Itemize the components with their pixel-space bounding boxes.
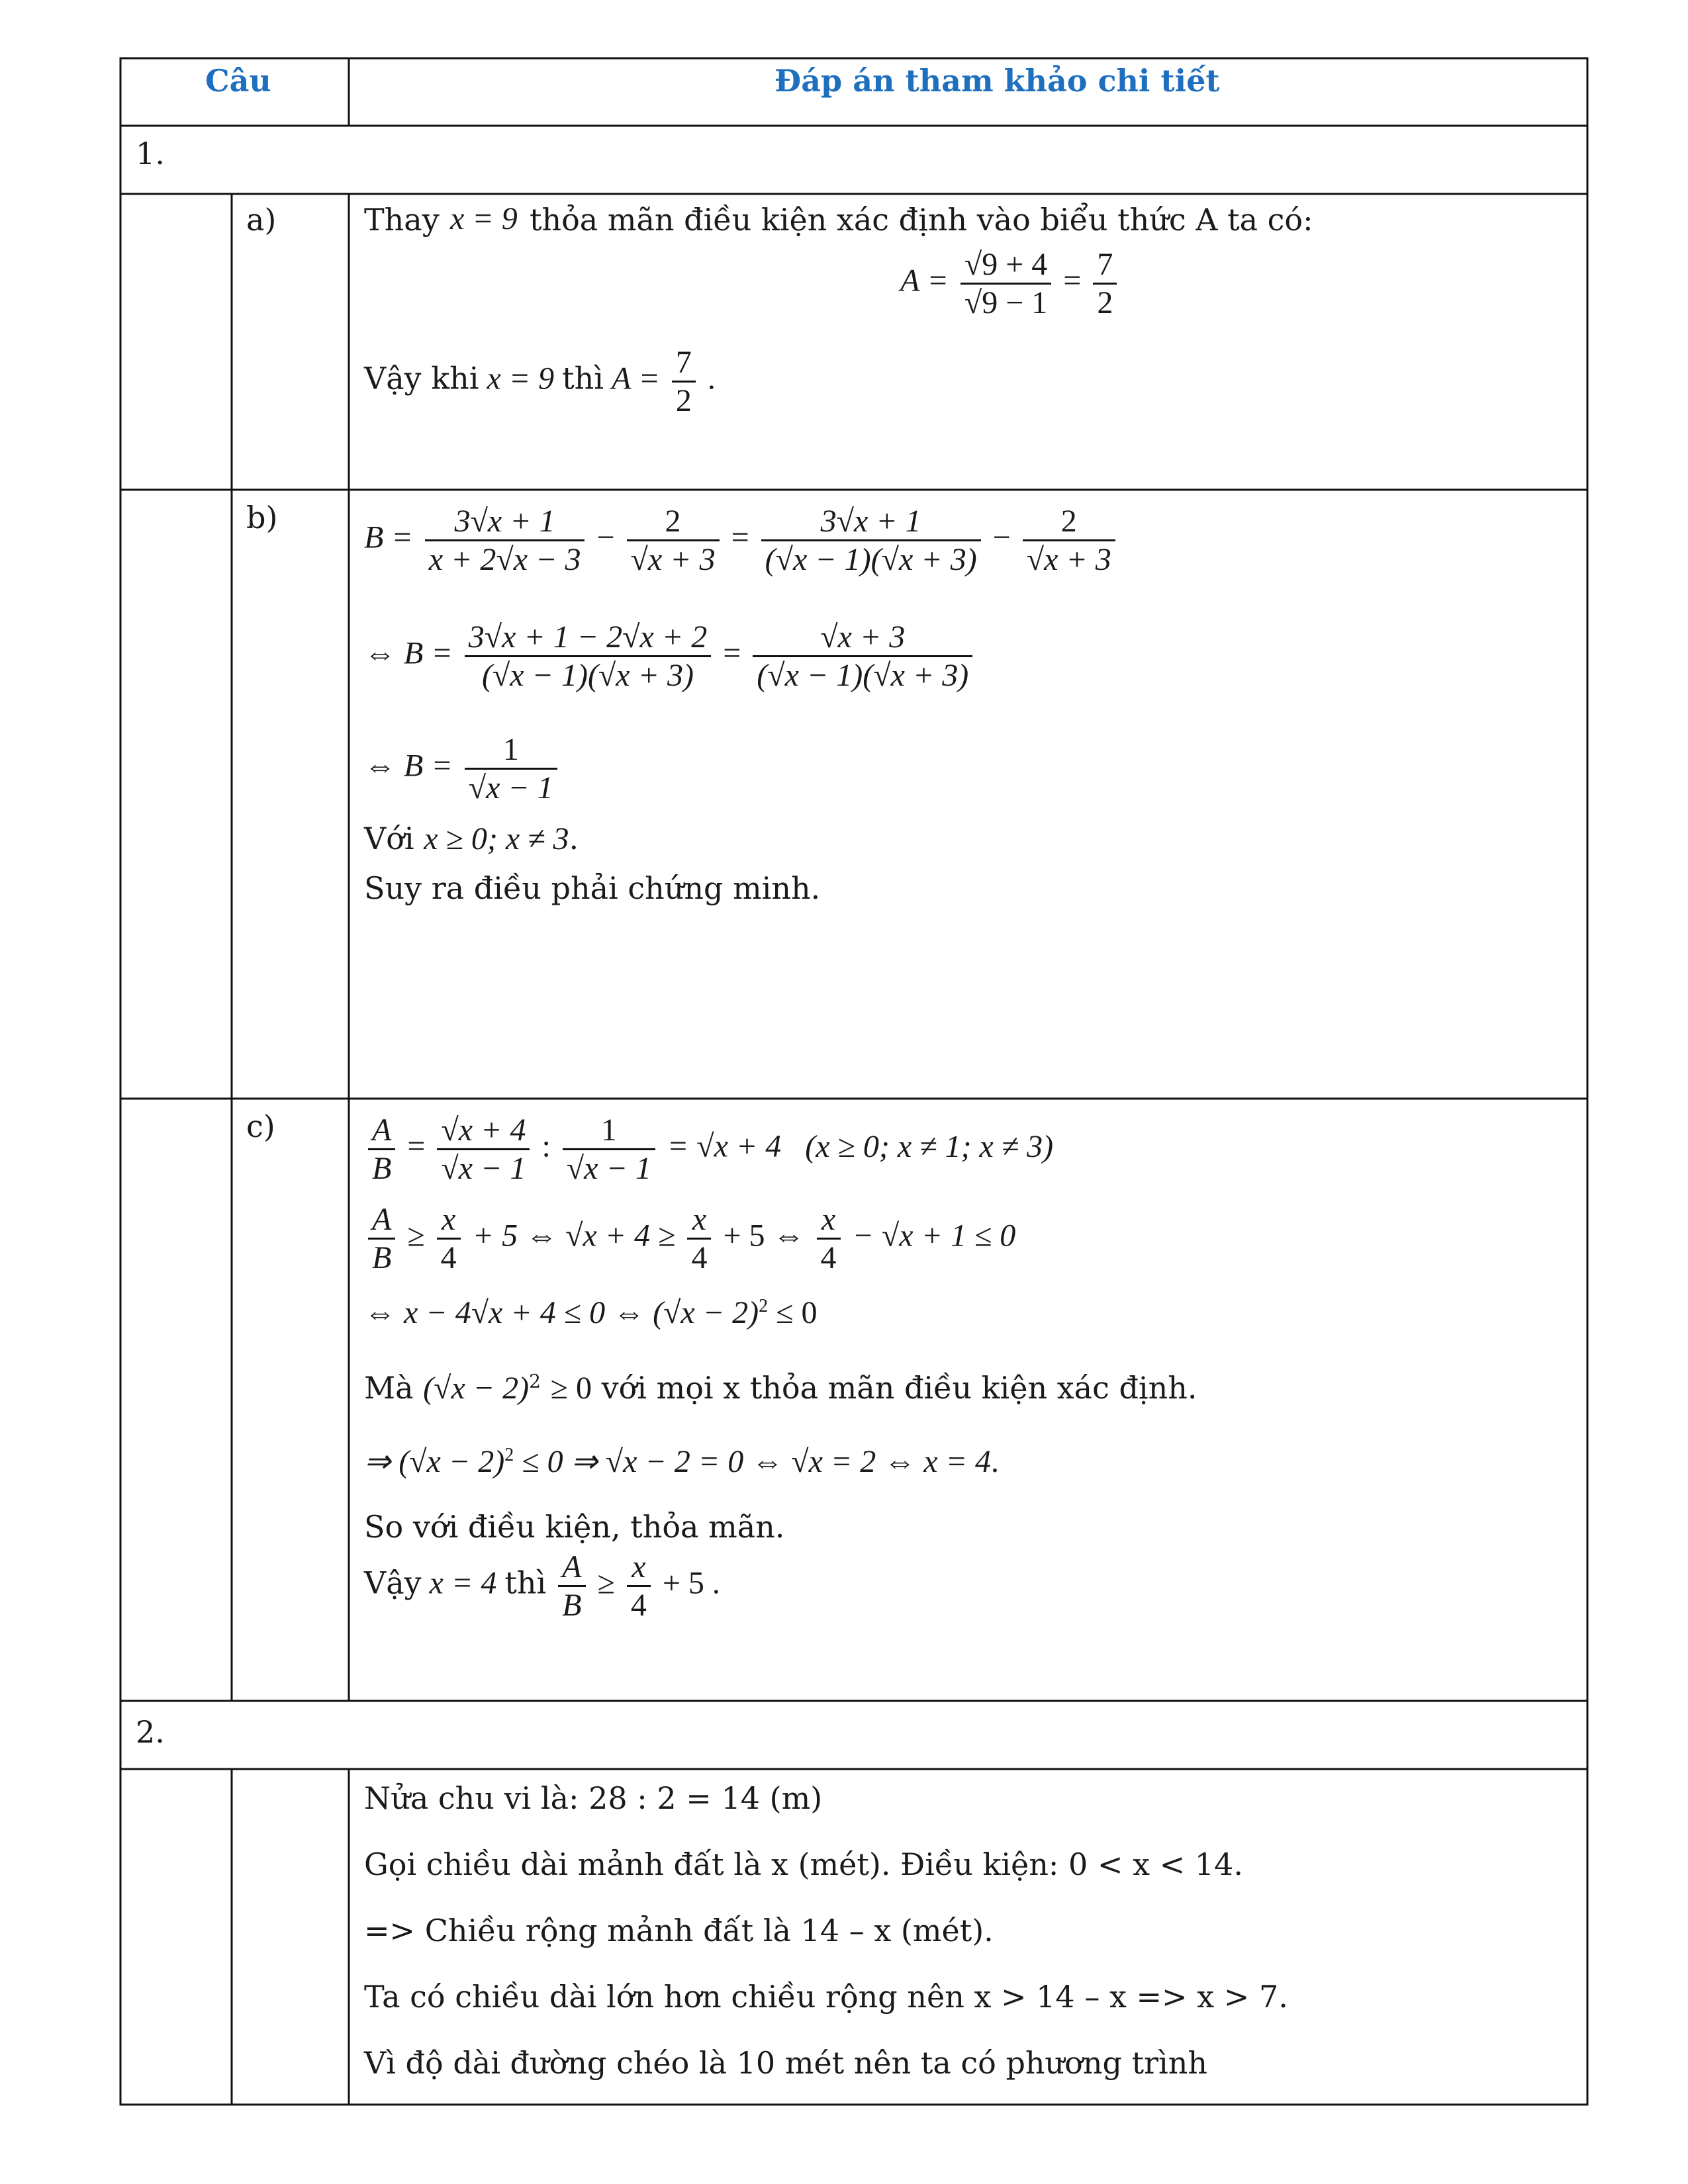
q1c-eq1: [364, 1112, 1053, 1187]
q1a-concl-x: x = 9: [487, 361, 555, 396]
q1a-line1-post: thỏa mãn điều kiện xác định vào biểu thức A ta có:: [530, 202, 1313, 238]
q1c-eq3: [364, 1297, 817, 1329]
q1c-eq2-B: B: [372, 1240, 392, 1276]
q1c-eq1-ab: [368, 1112, 395, 1187]
q1c-eq1-f1: [437, 1112, 530, 1187]
q1a-concl-den: 2: [675, 383, 692, 419]
q1b-eq1: [364, 503, 1119, 578]
q1a-concl-mid: thì: [562, 360, 604, 396]
q1b-eq3-lhs: ⇔ B =: [364, 748, 453, 784]
q1c-eq1-cond: (x ≥ 0; x ≠ 1; x ≠ 3): [805, 1128, 1054, 1164]
q1c-eq1-div: :: [541, 1128, 551, 1164]
q2-line: Gọi chiều dài mảnh đất là x (mét). Điều kiện: 0 < x < 14.: [364, 1846, 1243, 1882]
q1c-eq2-ab: [368, 1201, 395, 1276]
q1c-eq2-c: − √x + 1 ≤ 0: [852, 1218, 1016, 1253]
q1a-line1-pre: Thay: [364, 202, 440, 238]
q1b-cond: x ≥ 0; x ≠ 3: [424, 821, 569, 856]
header-cau: Câu: [205, 63, 271, 99]
q1a-eq-res: [1093, 246, 1117, 321]
q1b-eq2-f1-den: (√x − 1)(√x + 3): [481, 658, 694, 694]
q1c-ma-pre: Mà: [364, 1370, 414, 1406]
q1c-eq1-f1-num: √x + 4: [437, 1112, 530, 1150]
q1b-eq2: [364, 619, 976, 694]
header-dap-an: Đáp án tham khảo chi tiết: [774, 63, 1220, 99]
q1c-eq2: [364, 1201, 1015, 1276]
q1b-cond-end: .: [569, 821, 579, 856]
q2-line: => Chiều rộng mảnh đất là 14 – x (mét).: [364, 1913, 994, 1948]
q1a-conclusion: [364, 344, 716, 419]
q1c-eq4: [364, 1446, 999, 1478]
q1a-eq-res-num: 7: [1093, 246, 1117, 285]
q1b-eq1-f3: [761, 503, 981, 578]
q1b-eq1-f2-den: √x + 3: [630, 542, 716, 578]
q2-line: Ta có chiều dài lớn hơn chiều rộng nên x > 14 – x => x > 7.: [364, 1979, 1288, 2015]
q1c-eq2-42: 4: [691, 1240, 708, 1276]
q1a-eq-lhs: A =: [900, 263, 949, 298]
q1c-eq2-f2: [687, 1201, 711, 1276]
q1c-label: c): [246, 1109, 275, 1144]
q1c-eq4-pre: ⇒ (√x − 2): [364, 1444, 505, 1479]
q1c-eq2-ge: ≥: [407, 1218, 425, 1253]
q1-label: 1.: [136, 136, 165, 171]
q1c-eq4-sup: 2: [504, 1445, 514, 1465]
q1b-eq1-f4: [1023, 503, 1115, 578]
q1a-eq-frac: [961, 246, 1051, 321]
q1a-concl-frac: [672, 344, 696, 419]
q1b-cond-line: [364, 821, 579, 857]
q1c-concl-ge: ≥: [597, 1565, 615, 1601]
q1c-eq1-A: A: [368, 1112, 395, 1150]
q1b-eq2-lhs: ⇔ B =: [364, 635, 453, 671]
q2-line: Vì độ dài đường chéo là 10 mét nên ta có phương trình: [364, 2045, 1208, 2081]
q1c-concl-end: + 5 .: [662, 1565, 720, 1601]
q1c-eq3-end: ≤ 0: [776, 1295, 818, 1330]
q1b-eq3-f: [465, 731, 557, 806]
q1c-eq1-f2: [563, 1112, 655, 1187]
q1c-ma-sup: 2: [529, 1370, 541, 1392]
q1b-eq1-minus: −: [596, 520, 615, 555]
q1b-eq1-minus2: −: [992, 520, 1011, 555]
q1b-eq2-f2: [753, 619, 972, 694]
q1c-concl-x: x = 4: [429, 1565, 497, 1601]
q1c-eq3-sup: 2: [759, 1296, 769, 1316]
q1c-concl-x4: [627, 1549, 651, 1623]
q1b-conclusion: Suy ra điều phải chứng minh.: [364, 870, 821, 906]
q1c-ma-line: [364, 1370, 1197, 1406]
q1c-eq1-f2-den: √x − 1: [566, 1151, 651, 1187]
q1c-ma-ge: ≥ 0: [550, 1371, 592, 1406]
q1a-concl-A: A =: [612, 361, 660, 396]
q1c-ma-expr: (√x − 2): [423, 1371, 530, 1406]
q1c-concl-pre: Vậy: [364, 1565, 422, 1601]
q1a-equation: [900, 246, 1121, 321]
q1c-concl-x2: x: [627, 1549, 651, 1587]
q1a-concl-pre: Vậy khi: [364, 360, 479, 396]
q1b-eq1-f4-den: √x + 3: [1026, 542, 1111, 578]
q1c-eq4-end: .: [990, 1444, 999, 1479]
q1c-eq2-A: A: [368, 1201, 395, 1240]
q1a-line1-eq: x = 9: [450, 201, 518, 236]
q1c-concl-ab: [558, 1549, 585, 1623]
q1c-eq2-43: 4: [820, 1240, 837, 1276]
q1a-eq-mid: =: [1063, 263, 1082, 298]
q1b-eq1-f2-num: 2: [627, 503, 720, 541]
q2-line: Nửa chu vi là: 28 : 2 = 14 (m): [364, 1780, 823, 1816]
q1b-eq2-eq: =: [723, 635, 741, 671]
q1c-conclusion: [364, 1549, 720, 1623]
q1c-eq2-f3: [817, 1201, 841, 1276]
q1a-eq-den: √9 − 1: [964, 285, 1048, 321]
q1c-concl-B: B: [562, 1588, 582, 1623]
q1b-eq1-lhs: B =: [364, 520, 413, 555]
q1b-eq1-f3-den: (√x − 1)(√x + 3): [765, 542, 977, 578]
table-border: [120, 58, 1587, 2105]
q1b-label: b): [246, 500, 278, 535]
q1c-concl-mid: thì: [504, 1565, 547, 1601]
q1a-eq-num: √9 + 4: [961, 246, 1051, 285]
q1c-eq1-f1-den: √x − 1: [441, 1151, 526, 1187]
q1b-eq2-f1: [465, 619, 711, 694]
q1c-eq1-eq: =: [407, 1128, 426, 1164]
q1b-eq2-f1-num: 3√x + 1 − 2√x + 2: [465, 619, 711, 657]
q1b-eq1-f4-num: 2: [1023, 503, 1115, 541]
q1b-cond-pre: Với: [364, 821, 414, 856]
q1b-eq3-num: 1: [465, 731, 557, 770]
q1b-eq1-f1-num: 3√x + 1: [425, 503, 585, 541]
q1b-eq1-f1: [425, 503, 585, 578]
q1c-eq2-x1: x: [437, 1201, 461, 1240]
q1a-eq-res-den: 2: [1097, 285, 1113, 321]
q1b-eq1-f1-den: x + 2√x − 3: [428, 542, 581, 578]
q1c-eq2-a: + 5 ⇔ √x + 4 ≥: [472, 1218, 676, 1253]
q1c-concl-A: A: [558, 1549, 585, 1587]
q1c-eq1-f2-num: 1: [563, 1112, 655, 1150]
q1c-ma-post: với mọi x thỏa mãn điều kiện xác định.: [601, 1370, 1197, 1406]
q1a-label: a): [246, 202, 277, 238]
q1c-eq2-f1: [437, 1201, 461, 1276]
q1c-eq2-41: 4: [440, 1240, 457, 1276]
q1b-eq3: [364, 731, 561, 806]
q1c-eq2-x3: x: [817, 1201, 841, 1240]
q1b-eq2-f2-num: √x + 3: [753, 619, 972, 657]
q1a-concl-num: 7: [672, 344, 696, 383]
q1c-eq3-main: ⇔ x − 4√x + 4 ≤ 0 ⇔ (√x − 2): [364, 1295, 759, 1330]
q1c-eq2-b: + 5 ⇔: [723, 1218, 805, 1253]
q1b-eq1-f2: [627, 503, 720, 578]
q1c-eq2-x2: x: [687, 1201, 711, 1240]
q1c-eq1-B: B: [372, 1151, 392, 1187]
q1b-eq2-f2-den: (√x − 1)(√x + 3): [757, 658, 969, 694]
q1c-eq1-res: = √x + 4: [667, 1128, 782, 1164]
q1a-concl-end: .: [707, 361, 716, 396]
q2-label: 2.: [136, 1714, 165, 1750]
q1c-concl-4: 4: [630, 1588, 647, 1623]
q1c-so: So với điều kiện, thỏa mãn.: [364, 1509, 785, 1545]
q1b-eq1-f3-num: 3√x + 1: [761, 503, 981, 541]
q1c-eq4-post: ≤ 0 ⇒ √x − 2 = 0 ⇔ √x = 2 ⇔ x = 4: [522, 1444, 991, 1479]
q1b-eq3-den: √x − 1: [468, 770, 553, 806]
q1b-eq1-eq: =: [731, 520, 749, 555]
